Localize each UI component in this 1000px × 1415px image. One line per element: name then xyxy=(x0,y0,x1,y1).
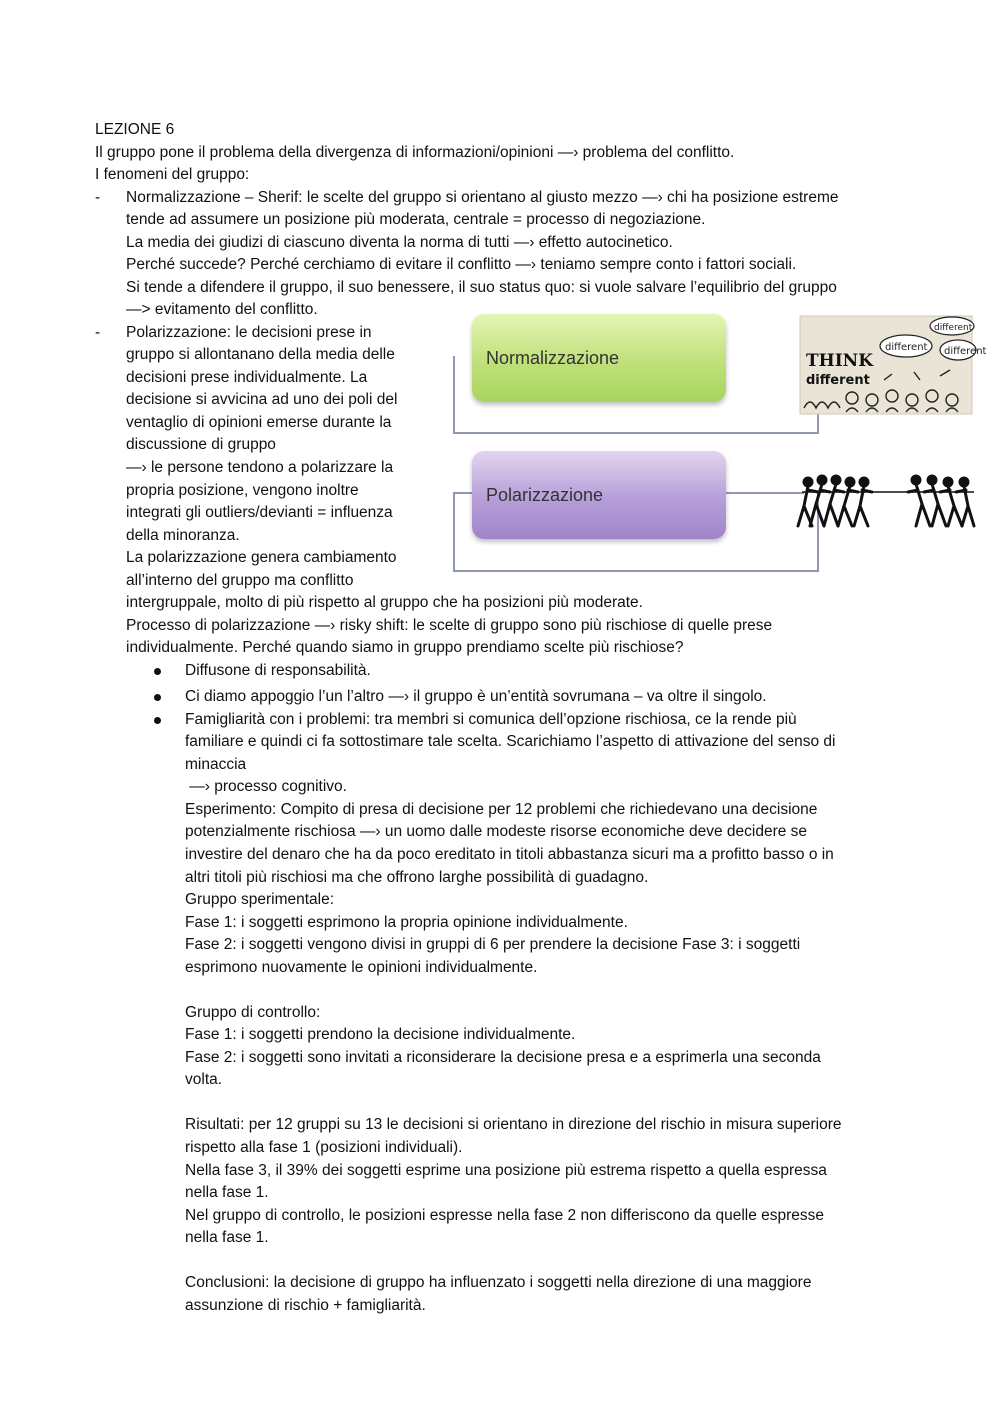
polarizzazione-line: gruppo si allontanano della media delle xyxy=(126,346,395,363)
diagram-box-polarizzazione xyxy=(472,451,726,539)
body-line: —› processo cognitivo. xyxy=(185,778,347,795)
body-line: nella fase 1. xyxy=(185,1229,269,1246)
bullet-item: Ci diamo appoggio l’un l’altro —› il gruppo è un’entità sovrumana – va oltre il singolo. xyxy=(185,688,767,705)
bullet-marker xyxy=(154,668,161,675)
body-line: Risultati: per 12 gruppi su 13 le decisioni si orientano in direzione del rischio in misura superiore xyxy=(185,1116,842,1133)
body-line: Fase 1: i soggetti esprimono la propria opinione individualmente. xyxy=(185,914,628,931)
body-line: Nel gruppo di controllo, le posizioni espresse nella fase 2 non differiscono da quelle espresse xyxy=(185,1207,825,1224)
polarizzazione-line: della minoranza. xyxy=(126,527,240,544)
polarizzazione-line: discussione di gruppo xyxy=(126,436,276,453)
body-line: esprimono nuovamente le opinioni individualmente. xyxy=(185,959,538,976)
polarizzazione-line: La polarizzazione genera cambiamento xyxy=(126,549,397,566)
body-line: Gruppo di controllo: xyxy=(185,1004,321,1021)
svg-text:THINK: THINK xyxy=(806,351,873,371)
list-dash: - xyxy=(95,324,101,341)
think-different-image xyxy=(800,316,987,414)
body-line: rispetto alla fase 1 (posizioni individuali). xyxy=(185,1139,463,1156)
polarizzazione-line: ventaglio di opinioni emerse durante la xyxy=(126,414,392,431)
body-line: volta. xyxy=(185,1071,223,1088)
body-line: nella fase 1. xyxy=(185,1184,269,1201)
svg-text:different: different xyxy=(944,346,987,357)
polarizzazione-line: decisioni prese individualmente. La xyxy=(126,369,368,386)
polarizzazione-line: intergruppale, molto di più rispetto al gruppo che ha posizioni più moderate. xyxy=(126,594,643,611)
normalizzazione-line: La media dei giudizi di ciascuno diventa la norma di tutti —› effetto autocinetico. xyxy=(126,234,673,251)
normalizzazione-line: Si tende a difendere il gruppo, il suo benessere, il suo status quo: si vuole salvare l’equilibrio del gruppo xyxy=(126,279,837,296)
body-line: familiare e quindi ci fa sottostimare tale scelta. Scarichiamo l’aspetto di attivazione del senso di xyxy=(185,733,836,750)
body-line: minaccia xyxy=(185,756,247,773)
polarizzazione-line: decisione si avvicina ad uno dei poli del xyxy=(126,391,398,408)
body-line: Nella fase 3, il 39% dei soggetti esprime una posizione più estrema rispetto a quella espressa xyxy=(185,1162,827,1179)
diagram-box-label: Normalizzazione xyxy=(486,347,620,368)
body-line: Conclusioni: la decisione di gruppo ha influenzato i soggetti nella direzione di una maggiore xyxy=(185,1274,812,1291)
svg-text:different: different xyxy=(885,342,928,353)
body-line: Fase 2: i soggetti sono invitati a riconsiderare la decisione presa e a esprimerla una seconda xyxy=(185,1049,821,1066)
svg-text:different: different xyxy=(934,323,973,333)
body-line: investire del denaro che ha da poco ereditato in titoli abbastanza sicuri ma a profitto basso o in xyxy=(185,846,834,863)
bullet-item: Diffusone di responsabilità. xyxy=(185,662,371,679)
diagram-connector-tick xyxy=(453,492,473,494)
polarizzazione-line: propria posizione, vengono inoltre xyxy=(126,482,359,499)
polarizzazione-line: all’interno del gruppo ma conflitto xyxy=(126,572,354,589)
normalizzazione-line: Normalizzazione – Sherif: le scelte del gruppo si orientano al giusto mezzo —› chi ha posizione estreme xyxy=(126,189,839,206)
svg-text:different: different xyxy=(806,373,870,388)
bullet-item: Famigliarità con i problemi: tra membri si comunica dell’opzione rischiosa, ce la rende più xyxy=(185,711,797,728)
body-line: assunzione di rischio + famigliarità. xyxy=(185,1297,426,1314)
bullet-marker xyxy=(154,717,161,724)
polarizzazione-line: integrati gli outliers/devianti = influenza xyxy=(126,504,393,521)
page-title: LEZIONE 6 xyxy=(95,121,175,138)
normalizzazione-line: Perché succede? Perché cerchiamo di evitare il conflitto —› teniamo sempre conto i fattori sociali. xyxy=(126,256,797,273)
diagram-box-normalizzazione xyxy=(472,314,726,402)
body-line: potenzialmente rischiosa —› un uomo dalle modeste risorse economiche deve decidere se xyxy=(185,823,808,840)
body-line: Gruppo sperimentale: xyxy=(185,891,335,908)
body-line: Esperimento: Compito di presa di decisione per 12 problemi che richiedevano una decisione xyxy=(185,801,818,818)
list-dash: - xyxy=(95,189,101,206)
tug-of-war-image xyxy=(798,470,978,530)
polarizzazione-line: —› le persone tendono a polarizzare la xyxy=(126,459,394,476)
normalizzazione-line: —> evitamento del conflitto. xyxy=(126,301,318,318)
intro-line: Il gruppo pone il problema della divergenza di informazioni/opinioni —› problema del conflitto. xyxy=(95,144,735,161)
bullet-marker xyxy=(154,694,161,701)
body-line: Fase 1: i soggetti prendono la decisione individualmente. xyxy=(185,1026,576,1043)
body-line: altri titoli più rischiosi ma che offrono larghe possibilità di guadagno. xyxy=(185,869,649,886)
intro-line: I fenomeni del gruppo: xyxy=(95,166,250,183)
normalizzazione-line: tende ad assumere un posizione più moderata, centrale = processo di negoziazione. xyxy=(126,211,706,228)
polarizzazione-line: Polarizzazione: le decisioni prese in xyxy=(126,324,372,341)
diagram-connector-line xyxy=(726,492,804,494)
polarizzazione-line: Processo di polarizzazione —› risky shift: le scelte di gruppo sono più rischiose di quelle prese xyxy=(126,617,773,634)
diagram-box-label: Polarizzazione xyxy=(486,484,604,505)
polarizzazione-line: individualmente. Perché quando siamo in gruppo prendiamo scelte più rischiose? xyxy=(126,639,684,656)
body-line: Fase 2: i soggetti vengono divisi in gruppi di 6 per prendere la decisione Fase 3: i soggetti xyxy=(185,936,801,953)
